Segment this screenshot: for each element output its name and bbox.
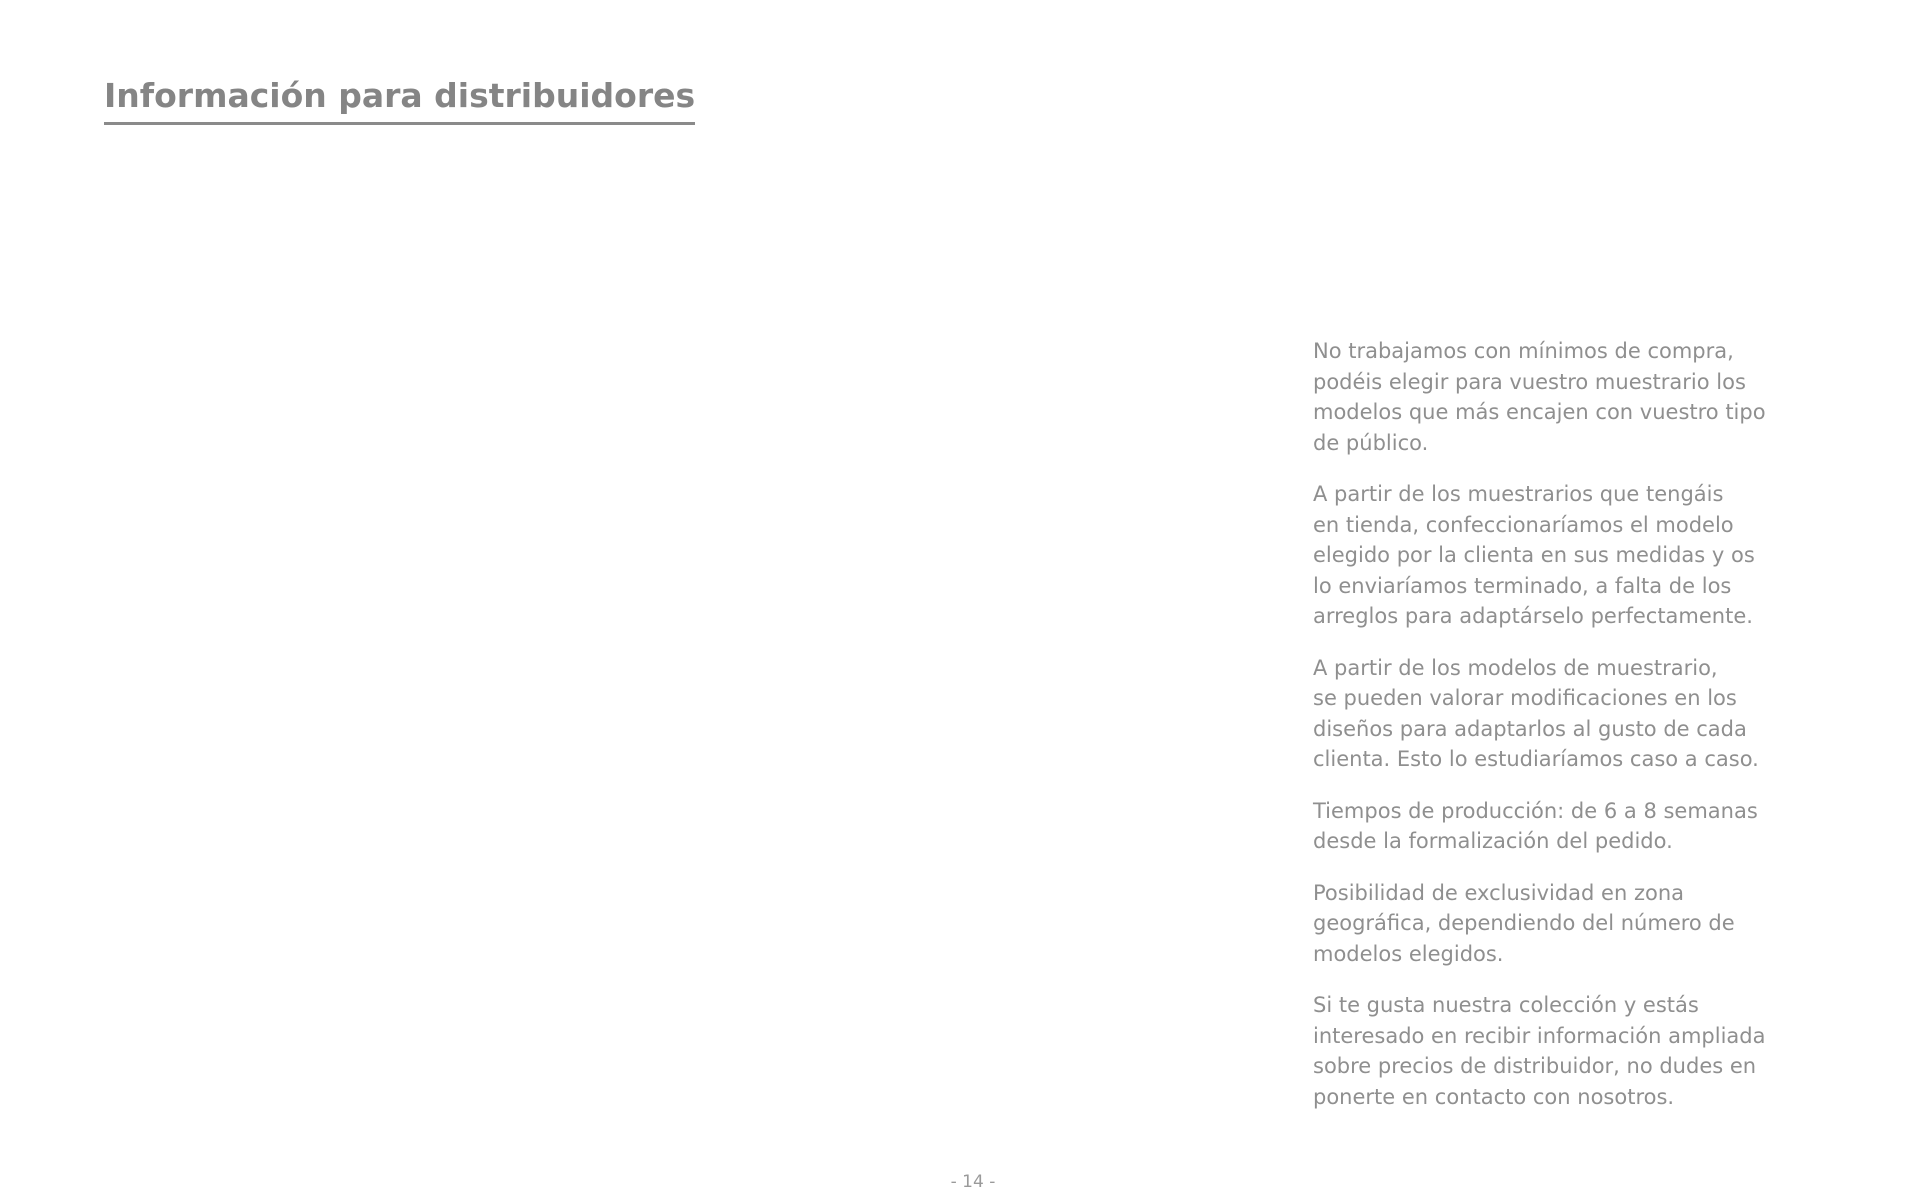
paragraph-contact: Si te gusta nuestra colección y estás interesado en recibir información ampliada sobre precios de distribuidor, no dudes en ponerte en contacto con nosotros. <box>1313 993 1766 1109</box>
paragraph-minimums: No trabajamos con mínimos de compra, podéis elegir para vuestro muestrario los modelos que más encajen con vuestro tipo de público. <box>1313 339 1766 455</box>
paragraph-sample-models: A partir de los muestrarios que tengáis en tienda, confeccionaríamos el modelo elegido por la clienta en sus medidas y os lo enviaríamos terminado, a falta de los arreglos para adaptárselo perfectamente. <box>1313 482 1755 628</box>
page-number: - 14 - <box>950 1172 996 1192</box>
paragraph-production-times: Tiempos de producción: de 6 a 8 semanas desde la formalización del pedido. <box>1313 798 1758 853</box>
paragraph-exclusivity: Posibilidad de exclusividad en zona geográfica, dependiendo del número de modelos elegidos. <box>1313 880 1735 966</box>
page-title: Información para distribuidores <box>104 74 695 125</box>
body-text-column <box>1313 336 1773 1133</box>
paragraph-modifications: A partir de los modelos de muestrario, se pueden valorar modificaciones en los diseños para adaptarlos al gusto de cada clienta. Esto lo estudiaríamos caso a caso. <box>1313 655 1759 771</box>
